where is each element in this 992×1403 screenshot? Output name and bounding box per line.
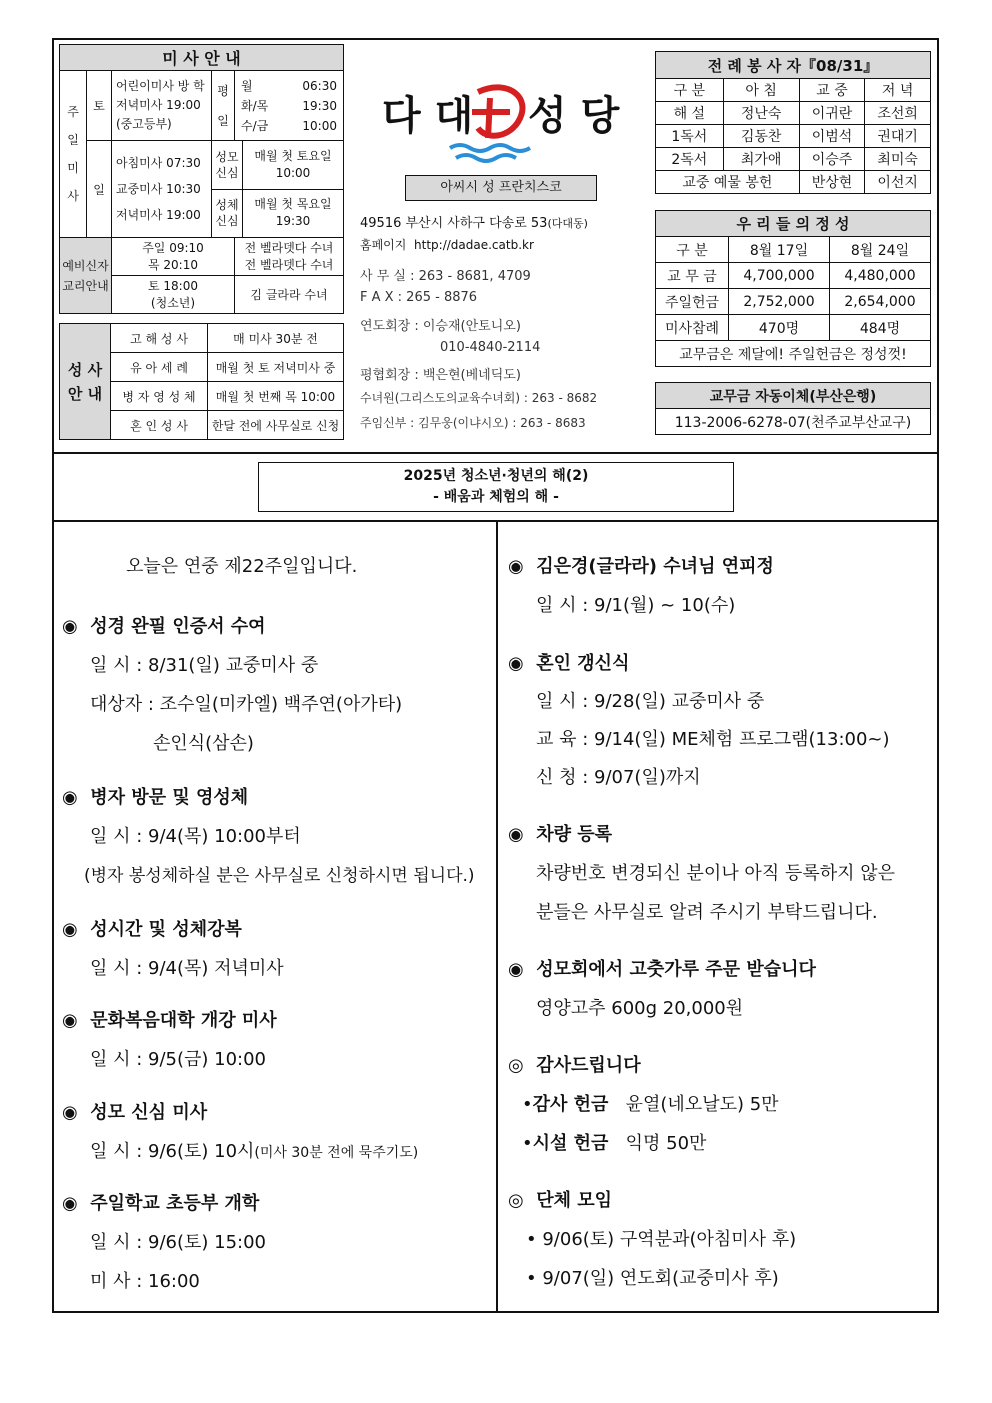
president: 연도회장 : 이승재(안토니오) — [360, 319, 521, 334]
offerings-header: 구 분 — [656, 237, 729, 263]
notice-line: 일 시 : 9/4(목) 저녁미사 — [90, 958, 284, 979]
youth-catechism-time: 토 18:00 (청소년) — [112, 276, 235, 314]
offerings-cell: 4,480,000 — [830, 263, 931, 289]
homepage: 홈페이지 http://dadae.catb.kr — [360, 238, 534, 252]
offerings-cell: 484명 — [830, 315, 931, 341]
notice-title: ◉ 차량 등록 — [508, 824, 613, 845]
servers-cell: 이범석 — [799, 125, 865, 148]
notice-line: (병자 봉성체하실 분은 사무실로 신청하시면 됩니다.) — [84, 866, 475, 886]
church-logo-icon — [448, 78, 538, 168]
servers-cell: 해 설 — [656, 102, 724, 125]
sacrament-name: 고 해 성 사 — [111, 324, 208, 353]
sunday-mass-label: 주 일 미 사 — [60, 71, 87, 238]
notice-line: 차량번호 변경되신 분이나 아직 등록하지 않은 — [536, 863, 895, 884]
servers-cell: 반상현 — [799, 171, 865, 194]
notice-title: ◉ 혼인 갱신식 — [508, 653, 630, 674]
office-phone: 사 무 실 : 263 - 8681, 4709 — [360, 269, 531, 284]
patron-saint: 아씨시 성 프란치스코 — [405, 175, 597, 201]
auto-transfer-box — [655, 382, 931, 435]
thanks-title: ◎ 감사드립니다 — [508, 1055, 641, 1076]
offerings-cell: 미사참례 — [656, 315, 729, 341]
notice-line: 일 시 : 9/5(금) 10:00 — [90, 1049, 267, 1070]
servers-cell: 최미숙 — [865, 148, 931, 171]
council-president: 평협회장 : 백은현(베네딕도) — [360, 368, 521, 383]
sacrament-schedule: 매 미사 30분 전 — [208, 324, 344, 353]
liturgy-servers-table — [655, 51, 931, 194]
servers-header: 구 분 — [656, 79, 724, 102]
divider — [54, 452, 937, 454]
offerings-cell: 2,752,000 — [729, 289, 830, 315]
president-phone: 010-4840-2114 — [440, 340, 541, 355]
servers-cell: 이선지 — [865, 171, 931, 194]
servers-cell: 정난숙 — [723, 102, 799, 125]
transfer-title: 교무금 자동이체(부산은행) — [656, 383, 931, 409]
offerings-header: 8월 24일 — [830, 237, 931, 263]
offering-label: 교중 예물 봉헌 — [656, 171, 800, 194]
notice-title: ◉ 문화복음대학 개강 미사 — [62, 1010, 277, 1031]
catechumen-times: 주일 09:10 목 20:10 — [112, 238, 235, 276]
servers-header: 교 중 — [799, 79, 865, 102]
catechumen-teachers: 전 벨라뎃다 수녀 전 벨라뎃다 수녀 — [235, 238, 344, 276]
pastor: 주임신부 : 김무웅(이냐시오) : 263 - 8683 — [360, 416, 586, 430]
sacrament-name: 유 아 세 례 — [111, 353, 208, 382]
sacraments-label: 성 사 안 내 — [60, 324, 111, 440]
logo-text-left: 다 대 — [382, 93, 474, 139]
offerings-cell: 470명 — [729, 315, 830, 341]
servers-cell: 1독서 — [656, 125, 724, 148]
convent: 수녀원(그리스도의교육수녀회) : 263 - 8682 — [360, 391, 598, 405]
offerings-header: 8월 17일 — [729, 237, 830, 263]
notice-line: 대상자 : 조수일(미카엘) 백주연(아가타) — [90, 694, 403, 715]
notice-line: 교 육 : 9/14(일) ME체험 프로그램(13:00~) — [536, 729, 890, 750]
servers-cell: 이귀란 — [799, 102, 865, 125]
notice-line: 손인식(삼손) — [90, 733, 254, 754]
sacrament-schedule: 매월 첫 번째 목 10:00 — [208, 382, 344, 411]
groups-title: ◎ 단체 모임 — [508, 1190, 613, 1211]
notice-line: 일 시 : 9/28(일) 교중미사 중 — [536, 691, 765, 712]
servers-header: 저 녁 — [865, 79, 931, 102]
notice-line: 신 청 : 9/07(일)까지 — [536, 767, 701, 788]
notice-title: ◉ 김은경(글라라) 수녀님 연피정 — [508, 556, 774, 577]
sacrament-name: 병 자 영 성 체 — [111, 382, 208, 411]
logo-text-right: 성 당 — [528, 93, 620, 139]
notice-title: ◉ 병자 방문 및 영성체 — [62, 787, 249, 808]
intro-text: 오늘은 연중 제22주일입니다. — [126, 556, 358, 577]
servers-cell: 이승주 — [799, 148, 865, 171]
sacrament-schedule: 매월 첫 토 저녁미사 중 — [208, 353, 344, 382]
notice-line: 일 시 : 9/1(월) ~ 10(수) — [536, 595, 736, 616]
address: 49516 부산시 사하구 다송로 53(다대동) — [360, 216, 588, 231]
notice-line: 분들은 사무실로 알려 주시기 부탁드립니다. — [536, 902, 878, 923]
saturday-masses: 어린이미사 방 학 저녁미사 19:00 (중고등부) — [112, 71, 212, 141]
year-theme: 2025년 청소년·청년의 해(2) - 배움과 체험의 해 - — [258, 462, 734, 512]
notice-line: 일 시 : 8/31(일) 교중미사 중 — [90, 655, 319, 676]
thanks-item: •시설 헌금 익명 50만 — [522, 1133, 707, 1154]
offerings-title: 우 리 들 의 정 성 — [656, 211, 931, 237]
servers-cell: 김동찬 — [723, 125, 799, 148]
servers-cell: 최가애 — [723, 148, 799, 171]
weekday-label: 평 일 — [212, 71, 235, 141]
saturday-label: 토 — [87, 71, 112, 141]
servers-cell: 권대기 — [865, 125, 931, 148]
sunday-label: 일 — [87, 141, 112, 238]
notice-title: ◉ 성모회에서 고춧가루 주문 받습니다 — [508, 959, 816, 980]
servers-cell: 2독서 — [656, 148, 724, 171]
notice-line: 미 사 : 16:00 — [90, 1271, 200, 1292]
offerings-cell: 주일헌금 — [656, 289, 729, 315]
offerings-cell: 2,654,000 — [830, 289, 931, 315]
homepage-link[interactable]: http://dadae.catb.kr — [414, 238, 534, 252]
transfer-account: 113-2006-6278-07(천주교부산교구) — [656, 409, 931, 435]
sunday-masses: 아침미사 07:30 교중미사 10:30 저녁미사 19:00 — [112, 141, 212, 238]
notice-title: ◉ 성시간 및 성체강복 — [62, 919, 242, 940]
notice-line: 일 시 : 9/6(토) 10시(미사 30분 전에 묵주기도) — [90, 1141, 419, 1162]
notice-title: ◉ 성모 신심 미사 — [62, 1102, 208, 1123]
column-divider — [496, 520, 498, 1311]
notice-title: ◉ 주일학교 초등부 개학 — [62, 1193, 260, 1214]
sacrament-name: 혼 인 성 사 — [111, 411, 208, 440]
mass-title: 미 사 안 내 — [60, 45, 344, 71]
catechumen-label: 예비신자 교리안내 — [60, 238, 112, 314]
offerings-note: 교무금은 제달에! 주일헌금은 정성껏! — [656, 341, 931, 367]
thanks-item: •감사 헌금 윤열(네오날도) 5만 — [522, 1094, 779, 1115]
youth-catechism-teacher: 김 글라라 수녀 — [235, 276, 344, 314]
sacrament-schedule: 한달 전에 사무실로 신청 — [208, 411, 344, 440]
notice-line: 일 시 : 9/4(목) 10:00부터 — [90, 826, 301, 847]
notice-line: 영양고추 600g 20,000원 — [536, 998, 744, 1019]
offerings-table — [655, 210, 931, 367]
servers-cell: 조선희 — [865, 102, 931, 125]
servers-title: 전 례 봉 사 자『08/31』 — [656, 52, 931, 79]
notice-title: ◉ 성경 완필 인증서 수여 — [62, 616, 266, 637]
group-item: • 9/06(토) 구역분과(아침미사 후) — [526, 1229, 797, 1250]
notice-line: 일 시 : 9/6(토) 15:00 — [90, 1232, 267, 1253]
servers-header: 아 침 — [723, 79, 799, 102]
devotion-masses: 성모 신심 매월 첫 토요일 10:00 성체 신심 매월 첫 목요일 19:30 — [212, 141, 344, 238]
offerings-cell: 4,700,000 — [729, 263, 830, 289]
fax: F A X : 265 - 8876 — [360, 290, 478, 305]
mass-schedule-table — [59, 44, 344, 314]
group-item: • 9/07(일) 연도회(교중미사 후) — [526, 1268, 779, 1289]
offerings-cell: 교 무 금 — [656, 263, 729, 289]
sacraments-table — [59, 323, 344, 440]
weekday-masses: 월 06:30 화/목 19:30 수/금 10:00 — [235, 71, 344, 141]
